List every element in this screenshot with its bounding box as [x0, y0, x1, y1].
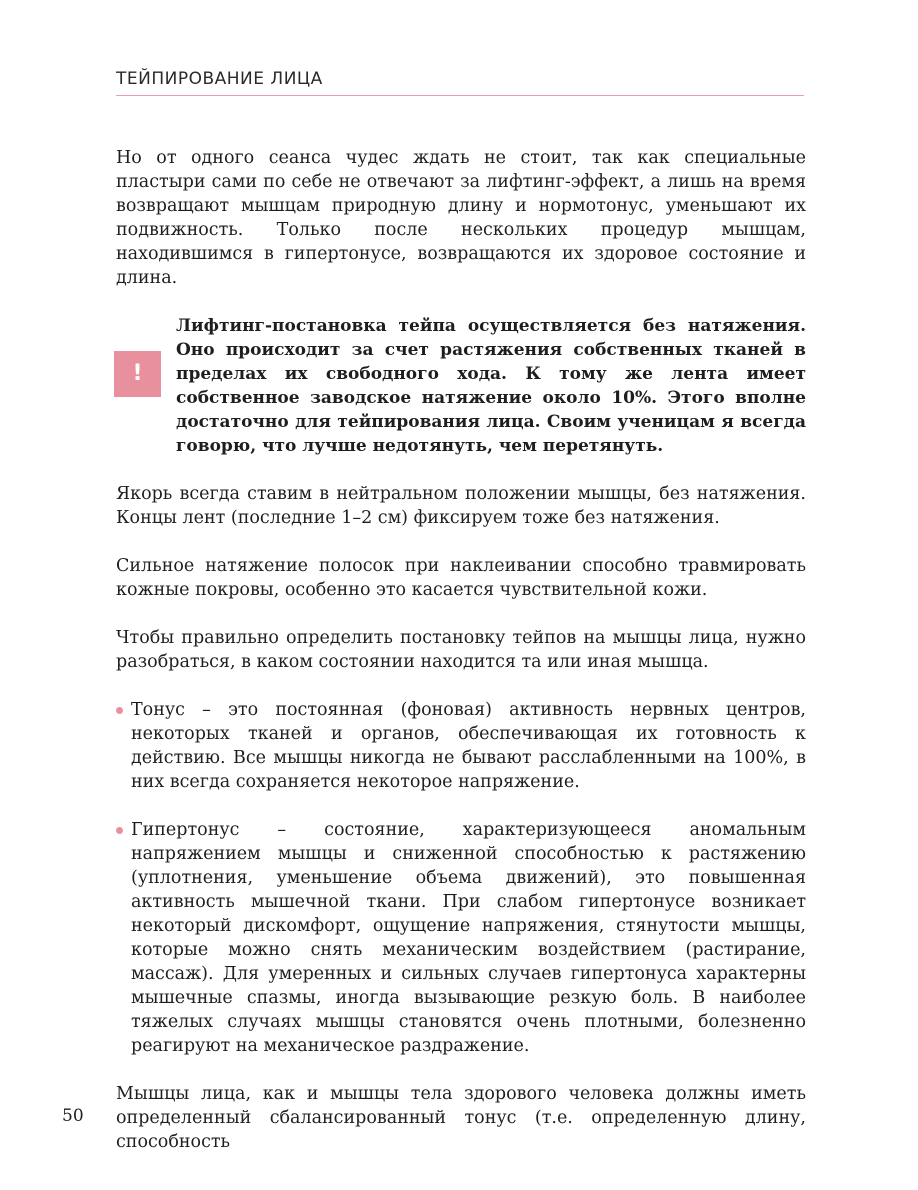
header-divider	[116, 95, 804, 96]
body-paragraph: Но от одного сеанса чудес ждать не стоит, так как специальные пластыри сами по себе не отвечают за лифтинг-эффект, а лишь на время возвращают мышцам природную длину и нормотонус, уменьшают их подвижность. Только после нескольких процедур мышцам, находившимся в гипертонусе, возвращаются их здоровое состояние и длина.	[116, 148, 806, 288]
bullet-list	[116, 698, 806, 1058]
callout-text: Лифтинг-постановка тейпа осуществляется без натяжения. Оно происходит за счет растяжения собственных тканей в пределах их свободного хода. К тому же лента имеет собственное заводское натяжение около 10%. Этого вполне достаточно для тейпирования лица. Своим ученицам я всегда говорю, что лучше недотянуть, чем перетянуть.	[176, 316, 806, 456]
important-callout	[116, 314, 806, 458]
running-head-title: ТЕЙПИРОВАНИЕ ЛИЦА	[116, 69, 323, 89]
body-paragraph: Сильное натяжение полосок при наклеивании способно травмировать кожные покровы, особенно это касается чувствительной кожи.	[116, 556, 806, 600]
bullet-item: Гипертонус – состояние, характеризующееся аномальным напряжением мышцы и сниженной способностью к растяжению (уплотнения, уменьшение объема движений), это повышенная активность мышечной ткани. При слабом гипертонусе возникает некоторый дискомфорт, ощущение напряжения, стянутости мышцы, которые можно снять механическим воздействием (растирание, массаж). Для умеренных и сильных случаев гипертонуса характерны мышечные спазмы, иногда вызывающие резкую боль. В наиболее тяжелых случаях мышцы становятся очень плотными, болезненно реагируют на механическое раздражение.	[116, 818, 806, 1058]
body-paragraph: Чтобы правильно определить постановку тейпов на мышцы лица, нужно разобраться, в каком состоянии находится та или иная мышца.	[116, 628, 806, 672]
page-number: 50	[62, 1106, 84, 1126]
page-body	[116, 146, 806, 1154]
bullet-item: Тонус – это постоянная (фоновая) активность нервных центров, некоторых тканей и органов, обеспечивающая их готовность к действию. Все мышцы никогда не бывают расслабленными на 100%, в них всегда сохраняется некоторое напряжение.	[116, 698, 806, 794]
exclamation-icon: !	[114, 351, 161, 397]
body-paragraph: Мышцы лица, как и мышцы тела здорового человека должны иметь определенный сбалансированный тонус (т.е. определенную длину, способность	[116, 1084, 806, 1152]
body-paragraph: Якорь всегда ставим в нейтральном положении мышцы, без натяжения. Концы лент (последние 1–2 см) фиксируем тоже без натяжения.	[116, 484, 806, 528]
